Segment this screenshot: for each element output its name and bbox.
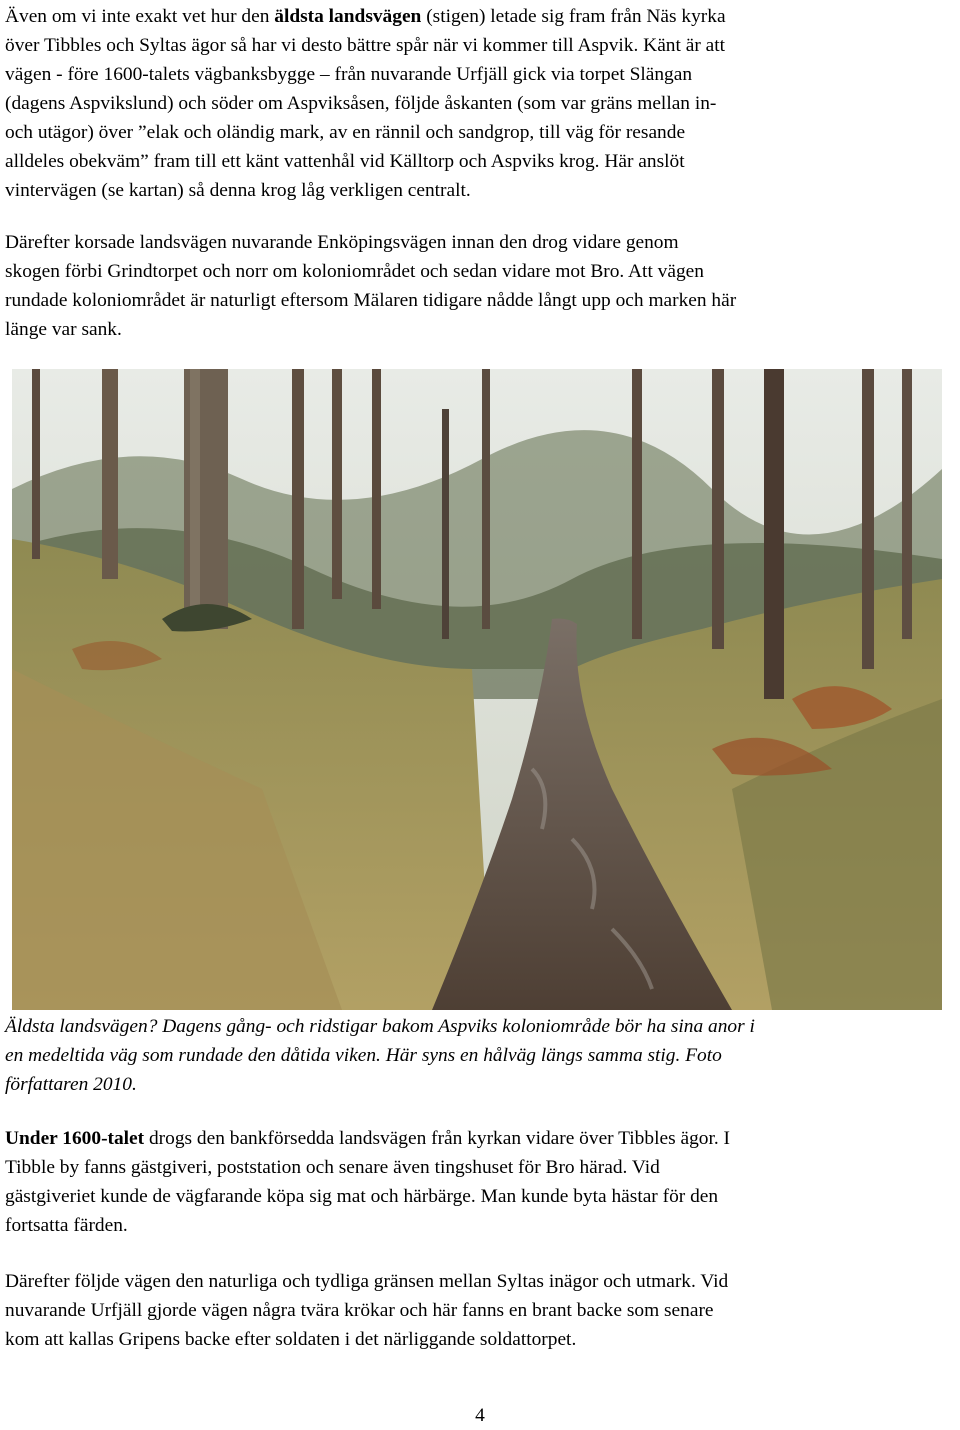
paragraph-3 [5,1124,730,1240]
text-line [5,315,736,344]
text-run: Därefter korsade landsvägen nuvarande Enköpingsvägen innan den drog vidare genom [5,232,679,253]
text-run: Därefter följde vägen den naturliga och tydliga gränsen mellan Syltas inägor och utmark. Vid [5,1271,729,1292]
text-line [5,1325,728,1354]
paragraph-4 [5,1267,728,1354]
text-line [5,89,726,118]
photo-caption [5,1012,755,1099]
text-line [5,2,726,31]
bold-text-run: Under 1600-talet [5,1128,145,1149]
text-run: Tibble by fanns gästgiveri, poststation och senare även tingshuset för Bro härad. Vid [5,1157,660,1178]
text-line [5,1070,755,1099]
text-line [5,228,736,257]
text-line [5,118,726,147]
text-line [5,1012,755,1041]
text-line [5,1153,730,1182]
text-run: vintervägen (se kartan) så denna krog låg verkligen centralt. [5,180,471,201]
text-run: länge var sank. [5,319,122,340]
text-run: drogs den bankförsedda landsvägen från kyrkan vidare över Tibbles ägor. I [144,1128,730,1149]
bold-text-run: äldsta landsvägen [274,6,422,27]
text-run: (dagens Aspvikslund) och söder om Aspviksåsen, följde åskanten (som var gräns mellan in- [5,93,717,114]
text-run: och utägor) över ”elak och oländig mark, av en rännil och sandgrop, till väg för resande [5,122,686,143]
text-line [5,60,726,89]
paragraph-2 [5,228,736,344]
text-line [5,257,736,286]
text-run: författaren 2010. [5,1074,137,1095]
text-run: över Tibbles och Syltas ägor så har vi desto bättre spår när vi kommer till Aspvik. Känt är att [5,35,726,56]
paragraph-1 [5,2,726,205]
text-run: kom att kallas Gripens backe efter soldaten i det närliggande soldattorpet. [5,1329,577,1350]
text-line [5,1267,728,1296]
text-run: Även om vi inte exakt vet hur den [5,6,275,27]
text-run: alldeles obekväm” fram till ett känt vattenhål vid Källtorp och Aspviks krog. Här anslöt [5,151,685,172]
text-line [5,286,736,315]
page-number: 4 [475,1405,485,1426]
text-line [5,1124,730,1153]
text-run: Äldsta landsvägen? Dagens gång- och ridstigar bakom Aspviks koloniområde bör ha sina anor i [5,1016,755,1037]
text-line [5,31,726,60]
text-line [5,1211,730,1240]
text-line [5,1296,728,1325]
text-line [5,147,726,176]
text-line [5,1041,755,1070]
text-run: skogen förbi Grindtorpet och norr om koloniområdet och sedan vidare mot Bro. Att vägen [5,261,704,282]
text-line [5,176,726,205]
text-run: (stigen) letade sig fram från Näs kyrka [421,6,726,27]
forest-path-photo [12,369,942,1010]
text-run: nuvarande Urfjäll gjorde vägen några tvära krökar och här fanns en brant backe som senare [5,1300,714,1321]
text-run: en medeltida väg som rundade den dåtida viken. Här syns en hålväg längs samma stig. Foto [5,1045,722,1066]
text-run: vägen - före 1600-talets vägbanksbygge – från nuvarande Urfjäll gick via torpet Slängan [5,64,693,85]
text-run: rundade koloniområdet är naturligt eftersom Mälaren tidigare nådde långt upp och marken här [5,290,737,311]
text-line [5,1182,730,1211]
text-run: gästgiveriet kunde de vägfarande köpa sig mat och härbärge. Man kunde byta hästar för den [5,1186,719,1207]
text-run: fortsatta färden. [5,1215,128,1236]
